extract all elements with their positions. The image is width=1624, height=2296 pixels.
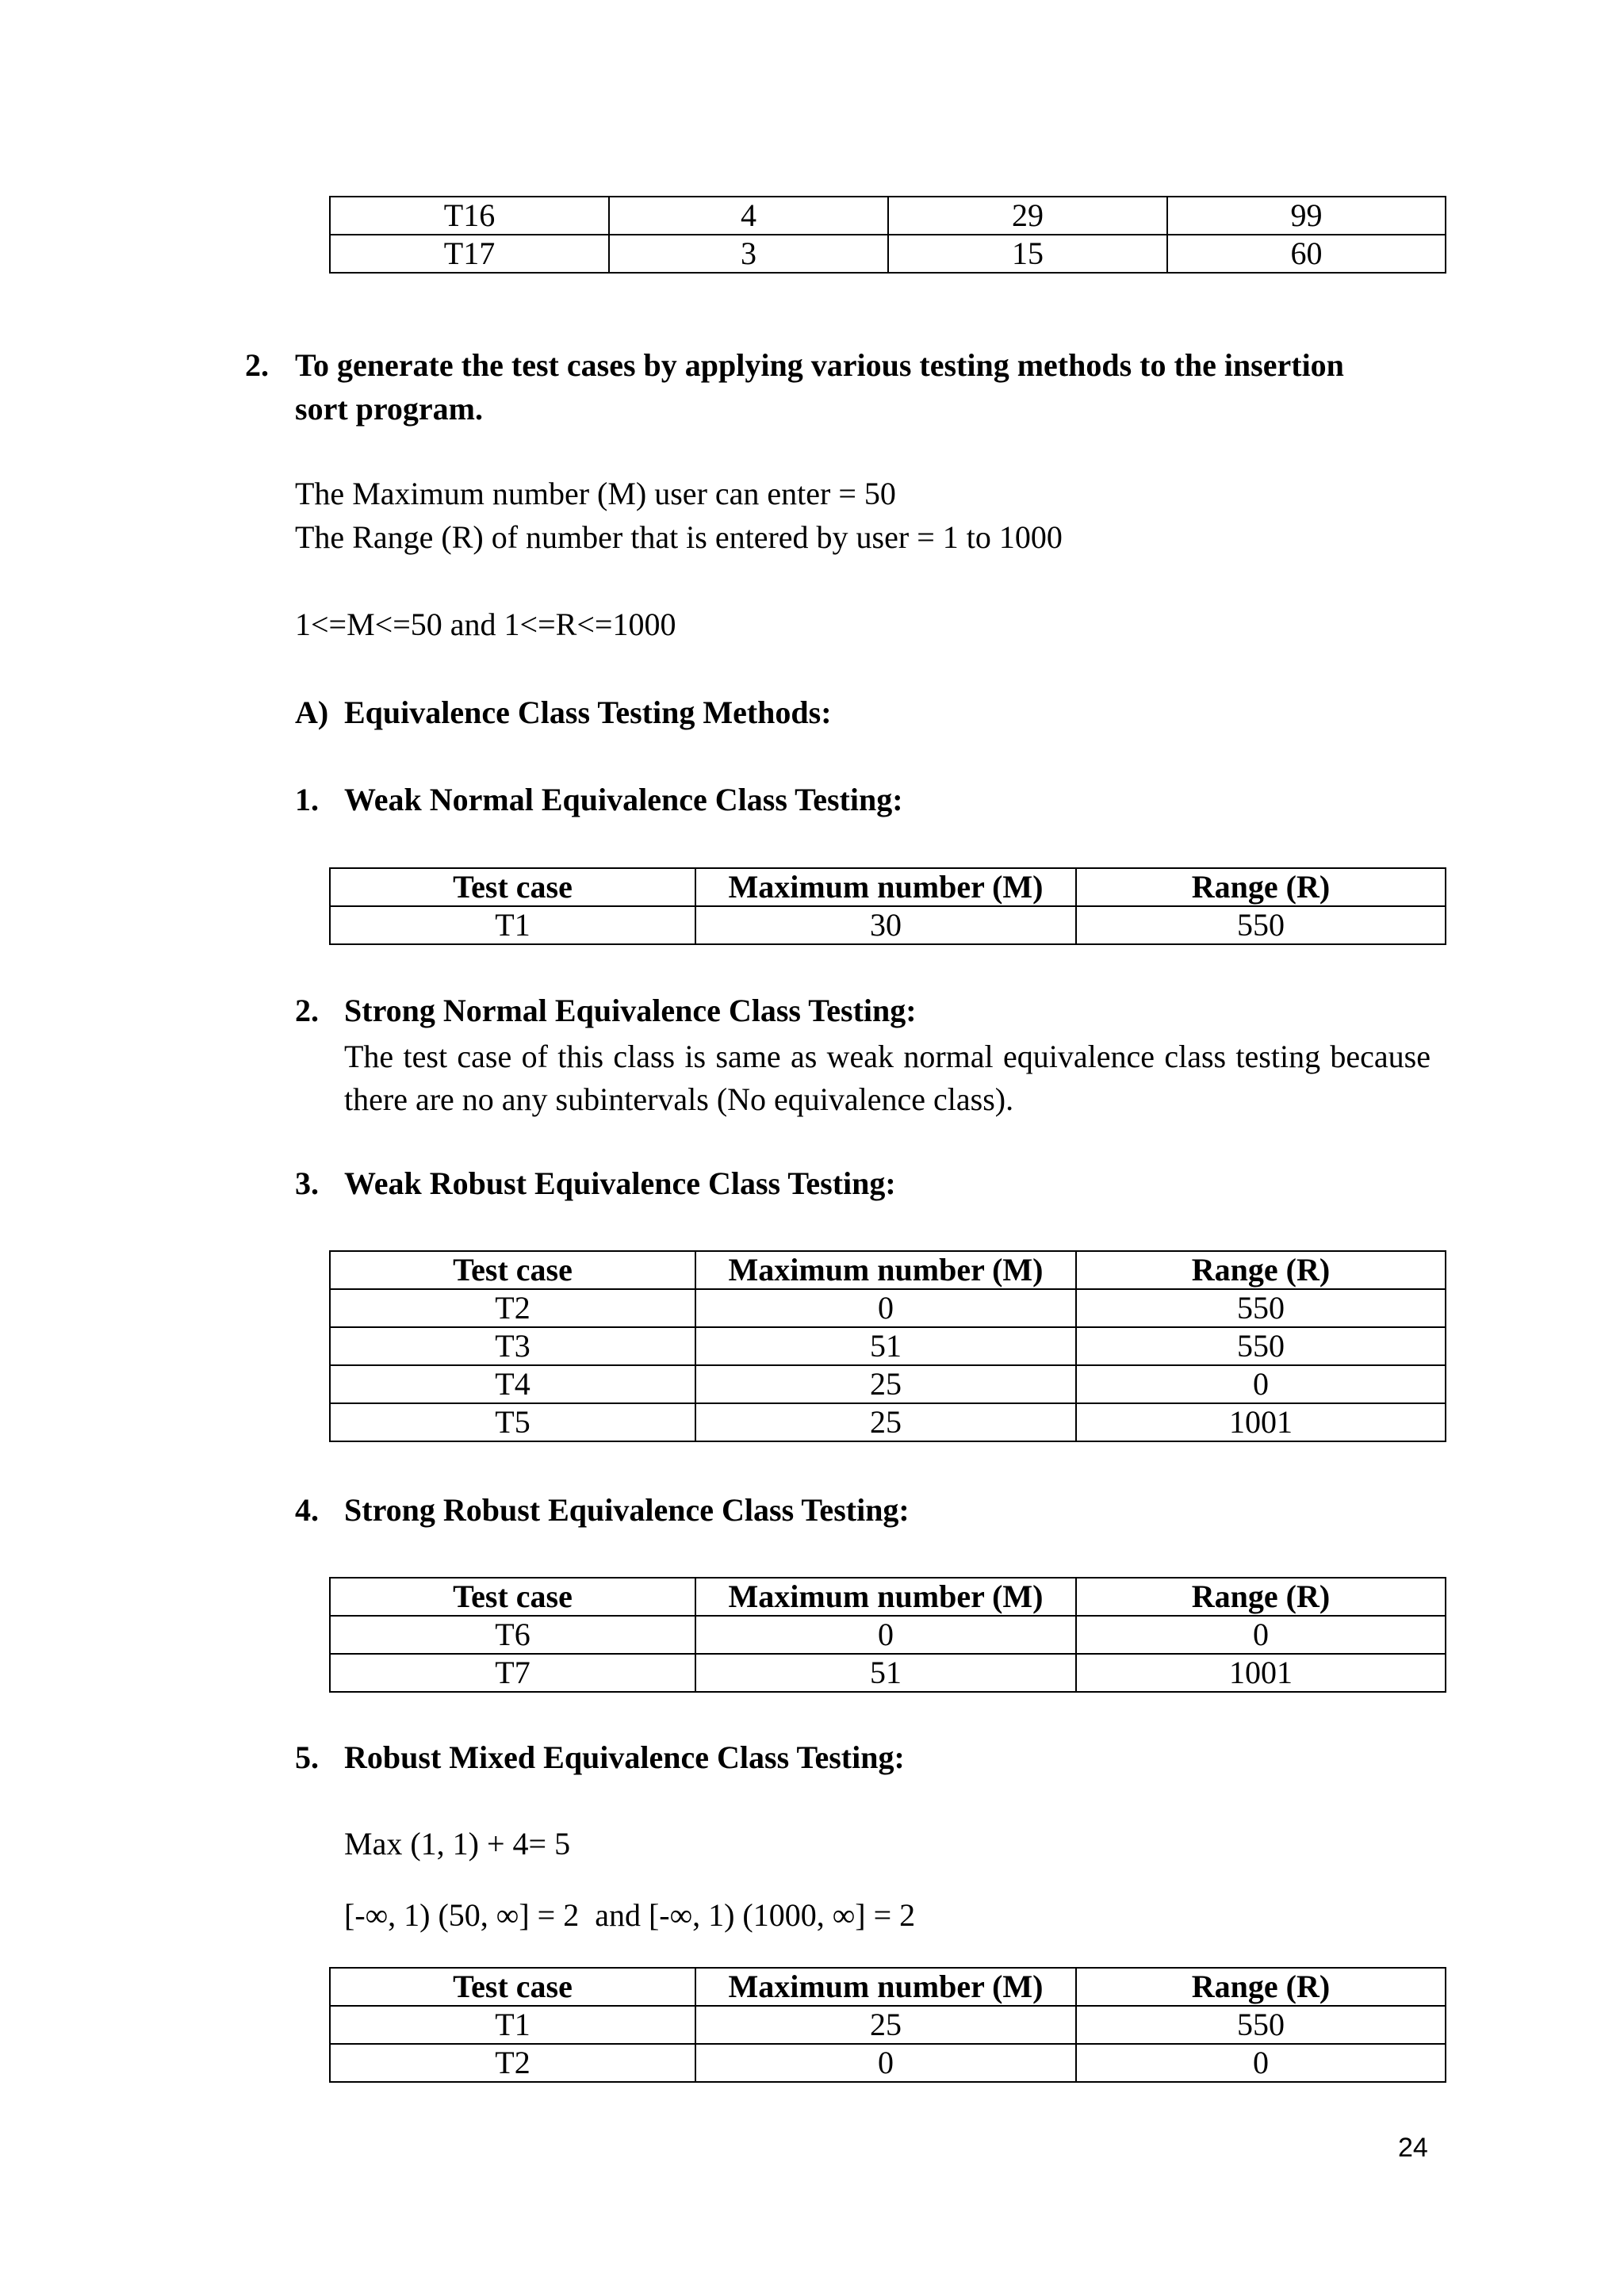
item-number: 3. <box>295 1165 319 1201</box>
table-cell: T6 <box>330 1616 695 1654</box>
table-cell: T1 <box>330 906 695 944</box>
formula-line: [-∞, 1) (50, ∞] = 2 and [-∞, 1) (1000, ∞] = 2 <box>344 1897 916 1933</box>
table-cell: 1001 <box>1076 1403 1446 1441</box>
range-line: The Range (R) of number that is entered by user = 1 to 1000 <box>295 519 1063 555</box>
table-row <box>330 1403 1446 1441</box>
table-cell: T2 <box>330 2044 695 2082</box>
table-row <box>330 1365 1446 1403</box>
table-cell: T16 <box>330 197 609 235</box>
robust-mixed-table <box>329 1967 1446 2083</box>
table-cell: 51 <box>695 1654 1076 1692</box>
weak-normal-title: Weak Normal Equivalence Class Testing: <box>344 782 903 817</box>
table-header-row <box>330 1578 1446 1616</box>
table-cell: 25 <box>695 1403 1076 1441</box>
table-row <box>330 1327 1446 1365</box>
column-header: Test case <box>330 1251 695 1289</box>
table-cell: 550 <box>1076 2006 1446 2044</box>
table-cell: 99 <box>1167 197 1446 235</box>
table-cell: 15 <box>888 235 1167 273</box>
table-row <box>330 906 1446 944</box>
table-cell: 60 <box>1167 235 1446 273</box>
table-cell: 25 <box>695 1365 1076 1403</box>
table-cell: T3 <box>330 1327 695 1365</box>
item-number: 4. <box>295 1492 319 1528</box>
table-row <box>330 1654 1446 1692</box>
table-cell: 3 <box>609 235 888 273</box>
table-row <box>330 197 1446 235</box>
weak-robust-table <box>329 1250 1446 1442</box>
table-row <box>330 2006 1446 2044</box>
item-number: 1. <box>295 782 319 817</box>
column-header: Maximum number (M) <box>695 1968 1076 2006</box>
table-cell: 0 <box>695 2044 1076 2082</box>
table-cell: 0 <box>695 1289 1076 1327</box>
constraint-line: 1<=M<=50 and 1<=R<=1000 <box>295 607 676 642</box>
formula-line: Max (1, 1) + 4= 5 <box>344 1826 571 1862</box>
column-header: Range (R) <box>1076 868 1446 906</box>
column-header: Range (R) <box>1076 1968 1446 2006</box>
weak-normal-table <box>329 867 1446 945</box>
column-header: Test case <box>330 1968 695 2006</box>
table-cell: 550 <box>1076 1327 1446 1365</box>
section-heading-line1: To generate the test cases by applying various testing methods to the insertion <box>295 347 1344 383</box>
table-row <box>330 1616 1446 1654</box>
item-number: 5. <box>295 1739 319 1775</box>
table-cell: 550 <box>1076 1289 1446 1327</box>
table-row <box>330 1289 1446 1327</box>
table-cell: T17 <box>330 235 609 273</box>
subsection-title: Equivalence Class Testing Methods: <box>344 695 832 730</box>
table-cell: T7 <box>330 1654 695 1692</box>
subsection-label: A) <box>295 695 329 730</box>
table-cell: 51 <box>695 1327 1076 1365</box>
column-header: Maximum number (M) <box>695 868 1076 906</box>
table-cell: 550 <box>1076 906 1446 944</box>
table-cell: T4 <box>330 1365 695 1403</box>
column-header: Range (R) <box>1076 1578 1446 1616</box>
strong-robust-table <box>329 1577 1446 1693</box>
table-cell: T2 <box>330 1289 695 1327</box>
table-header-row <box>330 1251 1446 1289</box>
column-header: Test case <box>330 868 695 906</box>
max-number-line: The Maximum number (M) user can enter = 50 <box>295 476 896 511</box>
strong-normal-description: The test case of this class is same as weak normal equivalence class testing because there are no any subintervals (No equivalence class). <box>344 1039 1431 1117</box>
table-cell: 0 <box>1076 1365 1446 1403</box>
weak-robust-title: Weak Robust Equivalence Class Testing: <box>344 1165 896 1201</box>
table-cell: 1001 <box>1076 1654 1446 1692</box>
column-header: Test case <box>330 1578 695 1616</box>
table-cell: 30 <box>695 906 1076 944</box>
column-header: Maximum number (M) <box>695 1251 1076 1289</box>
page-number: 24 <box>1398 2133 1428 2163</box>
table-cell: 4 <box>609 197 888 235</box>
table-cell: T5 <box>330 1403 695 1441</box>
top-table <box>329 196 1446 274</box>
strong-robust-title: Strong Robust Equivalence Class Testing: <box>344 1492 910 1528</box>
strong-normal-title: Strong Normal Equivalence Class Testing: <box>344 993 917 1028</box>
column-header: Maximum number (M) <box>695 1578 1076 1616</box>
table-cell: 29 <box>888 197 1167 235</box>
table-cell: 25 <box>695 2006 1076 2044</box>
table-cell: T1 <box>330 2006 695 2044</box>
item-number: 2. <box>295 993 319 1028</box>
section-heading-line2: sort program. <box>295 391 483 427</box>
table-cell: 0 <box>695 1616 1076 1654</box>
robust-mixed-title: Robust Mixed Equivalence Class Testing: <box>344 1739 905 1775</box>
table-cell: 0 <box>1076 2044 1446 2082</box>
table-row <box>330 2044 1446 2082</box>
table-header-row <box>330 1968 1446 2006</box>
table-row <box>330 235 1446 273</box>
table-cell: 0 <box>1076 1616 1446 1654</box>
section-number: 2. <box>245 347 269 383</box>
column-header: Range (R) <box>1076 1251 1446 1289</box>
table-header-row <box>330 868 1446 906</box>
